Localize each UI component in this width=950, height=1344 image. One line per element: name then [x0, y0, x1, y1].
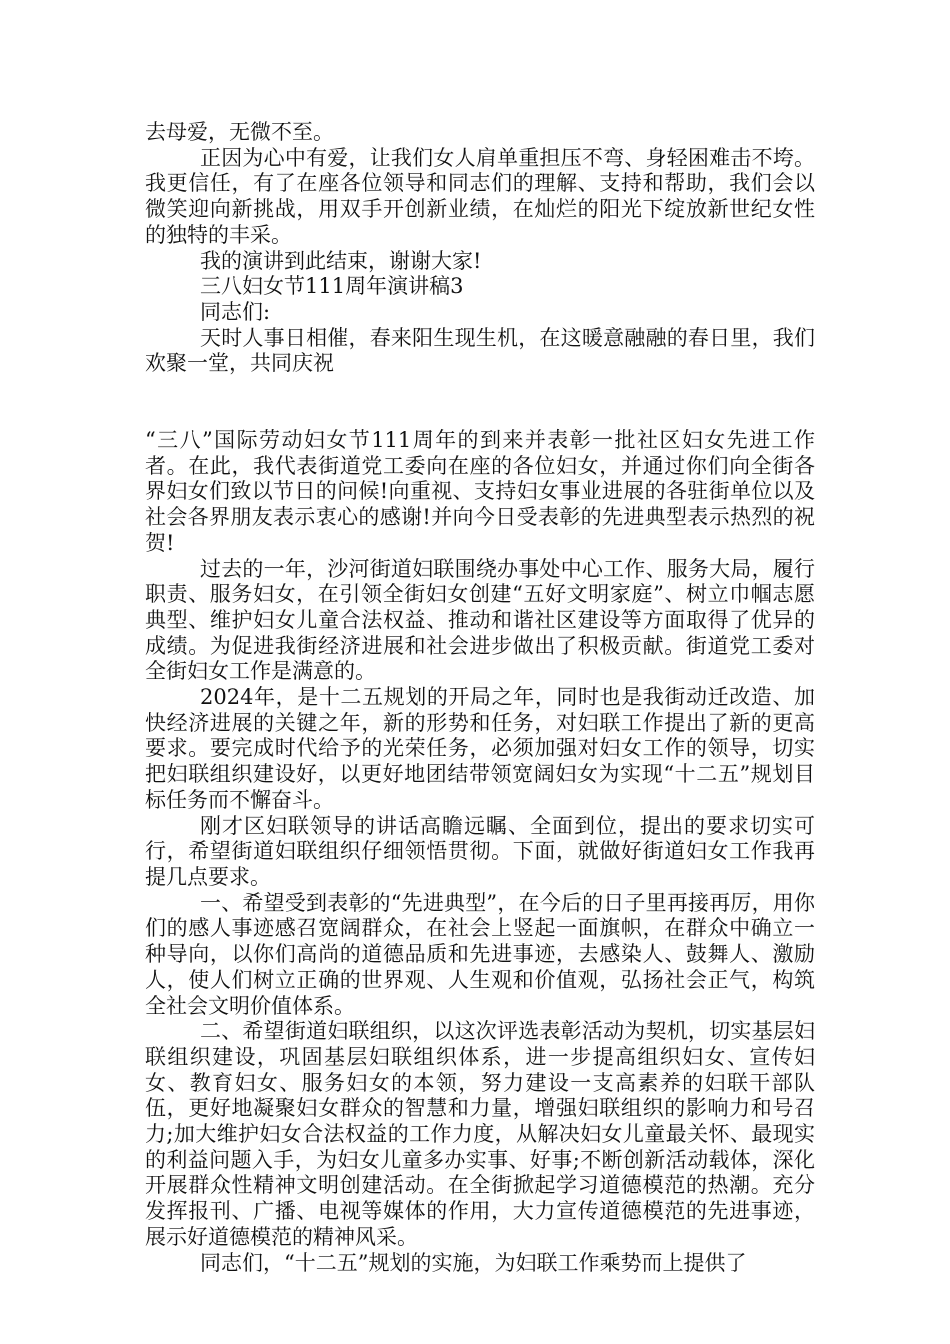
- paragraph: 正因为心中有爱，让我们女人肩单重担压不弯、身轻困难击不垮。我更信任，有了在座各位领导和同志们的理解、支持和帮助，我们会以微笑迎向新挑战，用双手开创新业绩，在灿烂的阳光下绽放新世纪女性的独特的丰采。: [145, 145, 815, 247]
- paragraph: “三八”国际劳动妇女节111周年的到来并表彰一批社区妇女先进工作者。在此，我代表街道党工委向在座的各位妇女，并通过你们向全街各界妇女们致以节日的问候!向重视、支持妇女事业进展的各驻街单位以及社会各界朋友表示衷心的感谢!并向今日受表彰的先进典型表示热烈的祝贺!: [145, 428, 815, 555]
- document-body: [145, 120, 815, 1276]
- paragraph: 天时人事日相催，春来阳生现生机，在这暖意融融的春日里，我们欢聚一堂，共同庆祝: [145, 325, 815, 376]
- page-break-gap: [145, 377, 815, 428]
- paragraph-closing: 我的演讲到此结束，谢谢大家!: [200, 248, 482, 273]
- paragraph: 2024年，是十二五规划的开局之年，同时也是我街动迁改造、加快经济进展的关键之年，新的形势和任务，对妇联工作提出了新的更高要求。要完成时代给予的光荣任务，必须加强对妇女工作的领导，切实把妇联组织建设好，以更好地团结带领宽阔妇女为实现“十二五”规划目标任务而不懈奋斗。: [145, 685, 815, 812]
- paragraph: 刚才区妇联领导的讲话高瞻远瞩、全面到位，提出的要求切实可行，希望街道妇联组织仔细领悟贯彻。下面，就做好街道妇女工作我再提几点要求。: [145, 813, 815, 889]
- paragraph: 二、希望街道妇联组织，以这次评选表彰活动为契机，切实基层妇联组织建设，巩固基层妇联组织体系，进一步提高组织妇女、宣传妇女、教育妇女、服务妇女的本领，努力建设一支高素养的妇联干部队伍，更好地凝聚妇女群众的智慧和力量，增强妇联组织的影响力和号召力;加大维护妇女合法权益的工作力度，从解决妇女儿童最关怀、最现实的利益问题入手，为妇女儿童多办实事、好事;不断创新活动载体，深化开展群众性精神文明创建活动。在全街掀起学习道德模范的热潮。充分发挥报刊、广播、电视等媒体的作用，大力宣传道德模范的先进事迹，展示好道德模范的精神风采。: [145, 1019, 815, 1249]
- paragraph: 过去的一年，沙河街道妇联围绕办事处中心工作、服务大局，履行职责、服务妇女，在引领全街妇女创建“五好文明家庭”、树立巾帼志愿典型、维护妇女儿童合法权益、推动和谐社区建设等方面取得了优异的成绩。为促进我街经济进展和社会进步做出了积极贡献。街道党工委对全街妇女工作是满意的。: [145, 556, 815, 684]
- salutation: 同志们:: [200, 299, 271, 324]
- paragraph: 同志们，“十二五”规划的实施，为妇联工作乘势而上提供了: [200, 1250, 747, 1275]
- speech-title: 三八妇女节111周年演讲稿3: [200, 274, 464, 299]
- paragraph-continued: 去母爱，无微不至。: [145, 120, 334, 144]
- paragraph: 一、希望受到表彰的“先进典型”，在今后的日子里再接再厉，用你们的感人事迹感召宽阔群众，在社会上竖起一面旗帜，在群众中确立一种导向，以你们高尚的道德品质和先进事迹，去感染人、鼓舞人、激励人，使人们树立正确的世界观、人生观和价值观，弘扬社会正气，构筑全社会文明价值体系。: [145, 890, 815, 1018]
